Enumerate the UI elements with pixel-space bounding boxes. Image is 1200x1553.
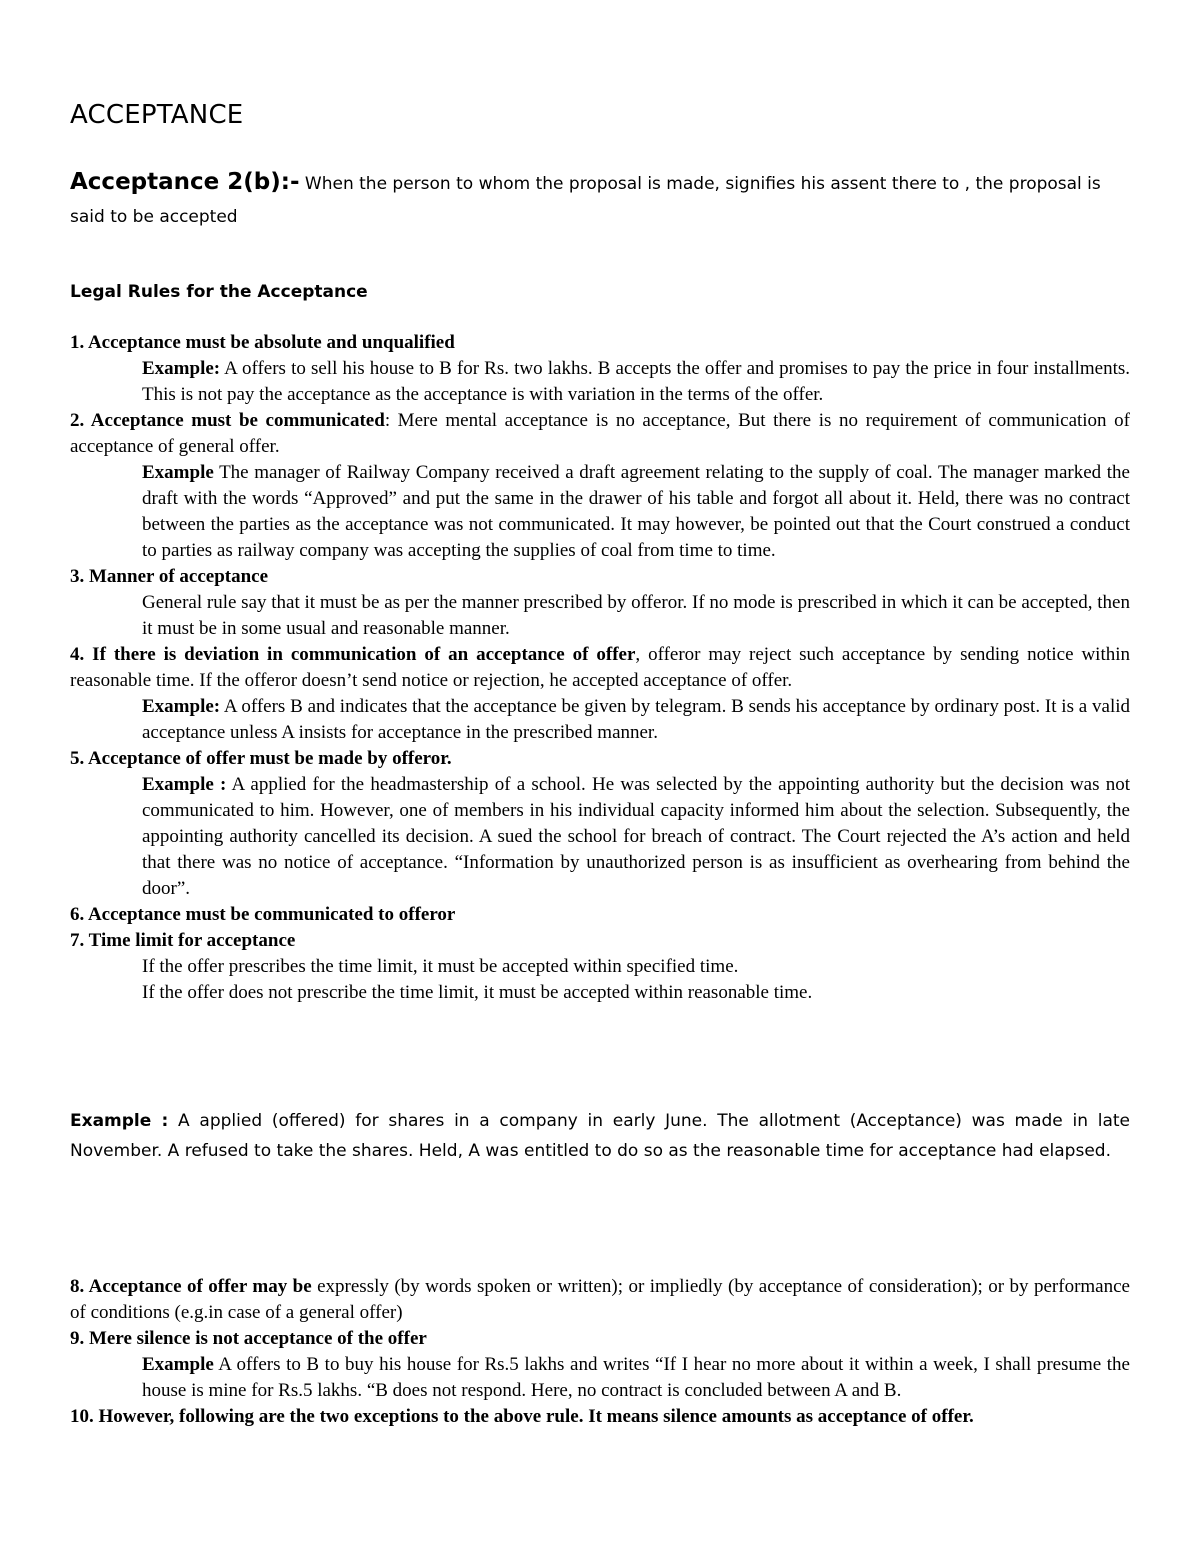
rule-2-example-text: The manager of Railway Company received a draft agreement relating to the supply of coal. The manager marked the draft with the words “Approved” and put the same in the drawer of his table and forgot all about it. Held, there was no contract between the parties as the acceptance was not communicated. It may however, be pointed out that the Court construed a conduct to parties as railway company was accepting the supplies of coal from time to time.: [142, 462, 1130, 561]
rule-5-example-text: A applied for the headmastership of a school. He was selected by the appointing authority but the decision was not communicated to him. However, one of members in his individual capacity informed him about the selection. Subsequently, the appointing authority cancelled its decision. A sued the school for breach of contract. The Court rejected the A’s action and held that there was no notice of acceptance. “Information by unauthorized person is as insufficient as overhearing from behind the door”.: [142, 774, 1130, 899]
rules-list: [70, 330, 1130, 1006]
rule-3-title: 3. Manner of acceptance: [70, 566, 269, 587]
rule-9-example-label: Example: [142, 1354, 214, 1375]
rule-1-example: [142, 356, 1130, 408]
rule-1: [70, 330, 1130, 356]
rule-9-title: 9. Mere silence is not acceptance of the offer: [70, 1328, 427, 1349]
rule-8-text: expressly (by words spoken or written); or impliedly (by acceptance of consideration); or by performance of conditions (e.g.in case of a general offer): [70, 1276, 1130, 1323]
rule-5-example-label: Example :: [142, 774, 227, 795]
time-limit-example-text: A applied (offered) for shares in a company in early June. The allotment (Acceptance) was made in late November. A refused to take the shares. Held, A was entitled to do so as the reasonable time for acceptance had elapsed.: [70, 1111, 1130, 1161]
rule-10: [70, 1404, 1130, 1430]
rule-1-title: 1. Acceptance must be absolute and unqualified: [70, 332, 455, 353]
rule-7-line-2: If the offer does not prescribe the time limit, it must be accepted within reasonable time.: [142, 982, 813, 1003]
rules-heading: Legal Rules for the Acceptance: [70, 282, 368, 302]
rule-5-title: 5. Acceptance of offer must be made by offeror.: [70, 748, 452, 769]
rule-2-example-label: Example: [142, 462, 214, 483]
page-title: ACCEPTANCE: [70, 100, 244, 130]
rule-4-example-label: Example:: [142, 696, 221, 717]
rule-3-text: General rule say that it must be as per the manner prescribed by offeror. If no mode is prescribed in which it can be accepted, then it must be in some usual and reasonable manner.: [142, 592, 1130, 639]
rule-4: [70, 642, 1130, 694]
time-limit-example: [70, 1106, 1130, 1166]
rule-2: [70, 408, 1130, 460]
rule-4-title: 4. If there is deviation in communication of an acceptance of offer: [70, 644, 636, 665]
rule-8-number: 8.: [70, 1276, 85, 1297]
rule-2-title: 2. Acceptance must be communicated: [70, 410, 385, 431]
rule-5: [70, 746, 1130, 772]
rule-10-title: 10. However, following are the two exceptions to the above rule. It means silence amounts as acceptance of offer.: [70, 1406, 974, 1427]
definition-lead: Acceptance 2(b):-: [70, 169, 300, 195]
definition-text: When the person to whom the proposal is made, signifies his assent there to , the proposal is said to be accepted: [70, 174, 1101, 227]
rule-5-example: [142, 772, 1130, 902]
rule-8-title: Acceptance of offer may be: [84, 1276, 312, 1297]
rule-9-example: [142, 1352, 1130, 1404]
rule-2-text: : Mere mental acceptance is no acceptance, But there is no requirement of communication of acceptance of general offer.: [70, 410, 1130, 457]
rules-list-continued: [70, 1274, 1130, 1430]
rule-4-text: , offeror may reject such acceptance by sending notice within reasonable time. If the offeror doesn’t send notice or rejection, he accepted acceptance of offer.: [70, 644, 1130, 691]
rule-7-line-1: If the offer prescribes the time limit, it must be accepted within specified time.: [142, 956, 739, 977]
rule-9: [70, 1326, 1130, 1352]
rule-1-example-text: A offers to sell his house to B for Rs. two lakhs. B accepts the offer and promises to pay the price in four installments. This is not pay the acceptance as the acceptance is with variation in the terms of the offer.: [142, 358, 1130, 405]
rule-1-example-label: Example:: [142, 358, 221, 379]
rule-2-example: [142, 460, 1130, 564]
rule-4-example-text: A offers B and indicates that the acceptance be given by telegram. B sends his acceptance by ordinary post. It is a valid acceptance unless A insists for acceptance in the prescribed manner.: [142, 696, 1130, 743]
rule-3: [70, 564, 1130, 590]
rule-7-title: 7. Time limit for acceptance: [70, 930, 296, 951]
rule-6: [70, 902, 1130, 928]
rule-4-example: [142, 694, 1130, 746]
acceptance-definition: [70, 166, 1130, 234]
rule-9-example-text: A offers to B to buy his house for Rs.5 lakhs and writes “If I hear no more about it within a week, I shall presume the house is mine for Rs.5 lakhs. “B does not respond. Here, no contract is concluded between A and B.: [142, 1354, 1130, 1401]
rule-8: [70, 1274, 1130, 1326]
rule-6-title: 6. Acceptance must be communicated to offeror: [70, 904, 456, 925]
rule-7: [70, 928, 1130, 954]
time-limit-example-label: Example :: [70, 1111, 169, 1131]
